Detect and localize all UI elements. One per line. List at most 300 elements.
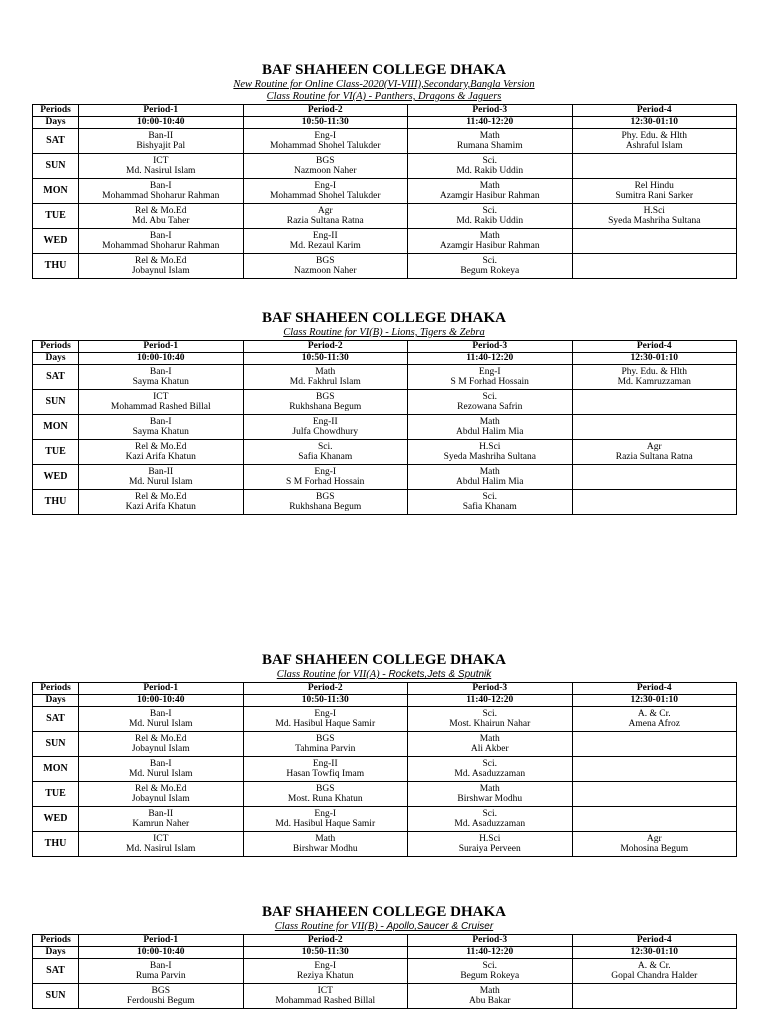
subject: Agr bbox=[646, 441, 662, 452]
teacher: Rumana Shamim bbox=[456, 141, 523, 151]
teacher: Md. Asaduzzaman bbox=[454, 819, 526, 829]
period-cell bbox=[243, 229, 408, 254]
period-cell bbox=[79, 707, 244, 732]
subject: Math bbox=[479, 230, 500, 241]
day-name: SUN bbox=[33, 732, 79, 757]
header-cell: Period-3 bbox=[408, 683, 573, 695]
day-name: SUN bbox=[33, 390, 79, 415]
teacher: Azamgir Hasibur Rahman bbox=[439, 191, 540, 201]
subject: Ban-I bbox=[149, 180, 172, 191]
subtitle-house-names: Rockets,Jets & Sputnik bbox=[388, 669, 492, 680]
subject: H.Sci bbox=[643, 205, 665, 216]
subject: BGS bbox=[316, 733, 335, 744]
teacher: Mohammad Shoharur Rahman bbox=[102, 191, 220, 201]
period-cell bbox=[572, 154, 737, 179]
teacher: Md. Nasirul Islam bbox=[126, 844, 196, 854]
time-cell: 10:00-10:40 bbox=[79, 117, 244, 129]
time-cell: 12:30-01:10 bbox=[572, 353, 737, 365]
teacher: Md. Nasirul Islam bbox=[126, 166, 196, 176]
teacher: Kamrun Naher bbox=[132, 819, 190, 829]
period-cell bbox=[572, 415, 737, 440]
subject: BGS bbox=[316, 391, 335, 402]
college-title: BAF SHAHEEN COLLEGE DHAKA bbox=[261, 652, 507, 668]
routine-section bbox=[32, 310, 736, 515]
subject: Ban-I bbox=[149, 708, 172, 719]
header-cell: Period-1 bbox=[79, 935, 244, 947]
teacher: Most. Runa Khatun bbox=[287, 794, 363, 804]
teacher: Suraiya Perveen bbox=[458, 844, 521, 854]
teacher: Hasan Towfiq Imam bbox=[286, 769, 365, 779]
teacher: Md. Hasibul Haque Samir bbox=[275, 819, 376, 829]
time-cell: 11:40-12:20 bbox=[408, 117, 573, 129]
teacher: Ferdoushi Begum bbox=[126, 996, 195, 1006]
period-cell bbox=[79, 204, 244, 229]
header-row bbox=[33, 341, 737, 353]
teacher: Md. Asaduzzaman bbox=[454, 769, 526, 779]
subject: ICT bbox=[317, 985, 333, 996]
teacher: Abdul Halim Mia bbox=[455, 477, 524, 487]
teacher: Md. Rakib Uddin bbox=[456, 166, 524, 176]
teacher: Nazmoon Naher bbox=[293, 166, 357, 176]
teacher: Md. Kamruzzaman bbox=[617, 377, 691, 387]
day-row bbox=[33, 757, 737, 782]
period-cell bbox=[408, 807, 573, 832]
teacher: Razia Sultana Ratna bbox=[286, 216, 364, 226]
teacher: Mohammad Shohel Talukder bbox=[269, 141, 381, 151]
routine-subtitle bbox=[32, 669, 736, 681]
subject: Eng-II bbox=[312, 758, 338, 769]
time-cell: 11:40-12:20 bbox=[408, 695, 573, 707]
day-name: SUN bbox=[33, 984, 79, 1009]
subject: Eng-I bbox=[478, 366, 501, 377]
college-title: BAF SHAHEEN COLLEGE DHAKA bbox=[261, 904, 507, 920]
period-cell bbox=[79, 465, 244, 490]
period-cell bbox=[243, 440, 408, 465]
period-cell bbox=[79, 782, 244, 807]
subject: Rel & Mo.Ed bbox=[135, 491, 187, 502]
subject: Eng-I bbox=[314, 960, 337, 971]
teacher: Jobaynul Islam bbox=[131, 794, 190, 804]
teacher: S M Forhad Hossain bbox=[286, 477, 365, 487]
subject: ICT bbox=[153, 833, 169, 844]
subtitle-house-names: Apollo,Saucer & Cruiser bbox=[386, 921, 494, 932]
time-cell: 10:50-11:30 bbox=[243, 117, 408, 129]
teacher: Md. Rezaul Karim bbox=[289, 241, 361, 251]
teacher: Most. Khairun Nahar bbox=[449, 719, 531, 729]
time-cell: 10:00-10:40 bbox=[79, 695, 244, 707]
time-row bbox=[33, 353, 737, 365]
period-cell bbox=[243, 415, 408, 440]
teacher: Julfa Chowdhury bbox=[292, 427, 359, 437]
period-cell bbox=[79, 984, 244, 1009]
teacher: Md. Nurul Islam bbox=[128, 477, 193, 487]
subject: Sci. bbox=[482, 758, 497, 769]
day-row bbox=[33, 129, 737, 154]
header-cell: Period-2 bbox=[243, 105, 408, 117]
header-row bbox=[33, 105, 737, 117]
subject: Eng-II bbox=[312, 416, 338, 427]
subject: ICT bbox=[153, 155, 169, 166]
header-cell: Period-3 bbox=[408, 935, 573, 947]
teacher: Md. Fakhrul Islam bbox=[289, 377, 361, 387]
subject: Rel & Mo.Ed bbox=[135, 783, 187, 794]
routine-section bbox=[32, 904, 736, 1009]
period-cell bbox=[408, 959, 573, 984]
period-cell bbox=[79, 732, 244, 757]
teacher: Gopal Chandra Halder bbox=[611, 971, 698, 981]
header-cell: Period-4 bbox=[572, 105, 737, 117]
period-cell bbox=[408, 984, 573, 1009]
time-cell: 10:50-11:30 bbox=[243, 695, 408, 707]
subtitle-text: Class Routine for VI(A) - Panthers, Dragons & Jaguers bbox=[266, 91, 502, 102]
subject: Ban-I bbox=[149, 416, 172, 427]
subject: Rel Hindu bbox=[634, 180, 674, 191]
subject: Phy. Edu. & Hlth bbox=[621, 366, 688, 377]
period-cell bbox=[243, 129, 408, 154]
period-cell bbox=[243, 757, 408, 782]
period-cell bbox=[572, 465, 737, 490]
teacher: Sumitra Rani Sarker bbox=[615, 191, 694, 201]
teacher: Abu Bakar bbox=[469, 996, 511, 1006]
teacher: Bishyajit Pal bbox=[136, 141, 186, 151]
period-cell bbox=[79, 154, 244, 179]
teacher: Mohammad Rashed Billal bbox=[275, 996, 376, 1006]
period-cell bbox=[79, 959, 244, 984]
teacher: Mohammad Rashed Billal bbox=[110, 402, 211, 412]
routine-subtitle bbox=[32, 921, 736, 933]
period-cell bbox=[408, 204, 573, 229]
subtitle-text: Class Routine for VII(A) - bbox=[276, 669, 389, 680]
subject: Eng-I bbox=[314, 180, 337, 191]
teacher: Jobaynul Islam bbox=[131, 266, 190, 276]
period-cell bbox=[243, 254, 408, 279]
period-cell bbox=[408, 415, 573, 440]
day-name: SUN bbox=[33, 154, 79, 179]
period-cell bbox=[572, 984, 737, 1009]
period-cell bbox=[79, 415, 244, 440]
routine-section bbox=[32, 652, 736, 857]
subject: BGS bbox=[316, 155, 335, 166]
period-cell bbox=[408, 782, 573, 807]
routine-table bbox=[32, 340, 737, 515]
teacher: Rukhshana Begum bbox=[289, 502, 362, 512]
day-name: MON bbox=[33, 179, 79, 204]
teacher: Rukhshana Begum bbox=[289, 402, 362, 412]
period-cell bbox=[408, 465, 573, 490]
period-cell bbox=[408, 490, 573, 515]
teacher: Safia Khanam bbox=[462, 502, 517, 512]
time-cell: 12:30-01:10 bbox=[572, 947, 737, 959]
period-cell bbox=[572, 229, 737, 254]
teacher: Birshwar Modhu bbox=[292, 844, 358, 854]
teacher: Birshwar Modhu bbox=[457, 794, 523, 804]
day-name: TUE bbox=[33, 440, 79, 465]
period-cell bbox=[572, 757, 737, 782]
college-title: BAF SHAHEEN COLLEGE DHAKA bbox=[261, 62, 507, 78]
period-cell bbox=[408, 440, 573, 465]
teacher: Razia Sultana Ratna bbox=[615, 452, 693, 462]
header-cell: Period-4 bbox=[572, 341, 737, 353]
teacher: Md. Rakib Uddin bbox=[456, 216, 524, 226]
period-cell bbox=[408, 129, 573, 154]
teacher: Sayma Khatun bbox=[132, 427, 189, 437]
day-name: TUE bbox=[33, 204, 79, 229]
period-cell bbox=[572, 959, 737, 984]
subject: Ban-I bbox=[149, 366, 172, 377]
subject: Sci. bbox=[482, 205, 497, 216]
teacher: S M Forhad Hossain bbox=[450, 377, 529, 387]
time-cell: 11:40-12:20 bbox=[408, 353, 573, 365]
period-cell bbox=[408, 179, 573, 204]
period-cell bbox=[572, 179, 737, 204]
time-cell: 10:00-10:40 bbox=[79, 353, 244, 365]
time-row bbox=[33, 947, 737, 959]
teacher: Md. Nurul Islam bbox=[128, 769, 193, 779]
subject: Ban-II bbox=[148, 466, 174, 477]
period-cell bbox=[572, 204, 737, 229]
teacher: Kazi Arifa Khatun bbox=[125, 502, 196, 512]
period-cell bbox=[408, 229, 573, 254]
header-cell: Periods bbox=[33, 341, 79, 353]
period-cell bbox=[243, 807, 408, 832]
period-cell bbox=[408, 757, 573, 782]
teacher: Kazi Arifa Khatun bbox=[125, 452, 196, 462]
subject: Ban-II bbox=[148, 808, 174, 819]
period-cell bbox=[243, 732, 408, 757]
header-row bbox=[33, 683, 737, 695]
teacher: Mohosina Begum bbox=[620, 844, 689, 854]
subject: Sci. bbox=[482, 491, 497, 502]
teacher: Sayma Khatun bbox=[132, 377, 189, 387]
day-row bbox=[33, 154, 737, 179]
period-cell bbox=[408, 254, 573, 279]
subject: Sci. bbox=[482, 255, 497, 266]
subject: Math bbox=[479, 180, 500, 191]
period-cell bbox=[79, 179, 244, 204]
header-cell: Periods bbox=[33, 105, 79, 117]
subject: H.Sci bbox=[479, 833, 501, 844]
subject: Math bbox=[479, 466, 500, 477]
day-row bbox=[33, 254, 737, 279]
period-cell bbox=[79, 129, 244, 154]
subject: Sci. bbox=[482, 391, 497, 402]
subject: A. & Cr. bbox=[637, 708, 671, 719]
day-row bbox=[33, 984, 737, 1009]
subject: Eng-I bbox=[314, 466, 337, 477]
day-row bbox=[33, 365, 737, 390]
subject: Math bbox=[479, 130, 500, 141]
college-title: BAF SHAHEEN COLLEGE DHAKA bbox=[261, 310, 507, 326]
subject: Sci. bbox=[482, 960, 497, 971]
header-cell: Period-4 bbox=[572, 683, 737, 695]
teacher: Syeda Mashriha Sultana bbox=[608, 216, 701, 226]
period-cell bbox=[572, 390, 737, 415]
subject: H.Sci bbox=[479, 441, 501, 452]
day-name: TUE bbox=[33, 782, 79, 807]
teacher: Abdul Halim Mia bbox=[455, 427, 524, 437]
teacher: Ashraful Islam bbox=[625, 141, 683, 151]
period-cell bbox=[243, 832, 408, 857]
teacher: Jobaynul Islam bbox=[131, 744, 190, 754]
teacher: Tahmina Parvin bbox=[295, 744, 356, 754]
day-name: SAT bbox=[33, 129, 79, 154]
time-row bbox=[33, 695, 737, 707]
subject: BGS bbox=[316, 783, 335, 794]
time-cell: 12:30-01:10 bbox=[572, 117, 737, 129]
subject: Math bbox=[479, 416, 500, 427]
time-cell: 12:30-01:10 bbox=[572, 695, 737, 707]
routine-table bbox=[32, 682, 737, 857]
header-cell: Period-2 bbox=[243, 341, 408, 353]
header-cell: Periods bbox=[33, 683, 79, 695]
teacher: Ali Akber bbox=[470, 744, 509, 754]
day-name: SAT bbox=[33, 959, 79, 984]
routine-subtitle bbox=[32, 327, 736, 339]
subject: Rel & Mo.Ed bbox=[135, 441, 187, 452]
period-cell bbox=[408, 732, 573, 757]
header-cell: Period-2 bbox=[243, 683, 408, 695]
teacher: Azamgir Hasibur Rahman bbox=[439, 241, 540, 251]
subject: Sci. bbox=[482, 808, 497, 819]
day-name: THU bbox=[33, 254, 79, 279]
subject: Rel & Mo.Ed bbox=[135, 205, 187, 216]
period-cell bbox=[243, 154, 408, 179]
subject: Sci. bbox=[317, 441, 333, 452]
subject: Sci. bbox=[482, 155, 497, 166]
period-cell bbox=[79, 440, 244, 465]
subject: Math bbox=[479, 783, 500, 794]
period-cell bbox=[572, 807, 737, 832]
time-cell: 11:40-12:20 bbox=[408, 947, 573, 959]
day-row bbox=[33, 179, 737, 204]
period-cell bbox=[408, 390, 573, 415]
subtitle-text: New Routine for Online Class-2020(VI-VIII),Secondary,Bangla Version bbox=[233, 79, 535, 90]
subject: Math bbox=[315, 366, 336, 377]
day-name: WED bbox=[33, 465, 79, 490]
header-cell: Period-2 bbox=[243, 935, 408, 947]
period-cell bbox=[79, 757, 244, 782]
period-cell bbox=[79, 807, 244, 832]
day-row bbox=[33, 732, 737, 757]
day-name: MON bbox=[33, 415, 79, 440]
teacher: Reziya Khatun bbox=[296, 971, 354, 981]
time-cell: 10:50-11:30 bbox=[243, 947, 408, 959]
subject: Sci. bbox=[482, 708, 497, 719]
subject: Math bbox=[315, 833, 336, 844]
period-cell bbox=[572, 129, 737, 154]
day-row bbox=[33, 490, 737, 515]
teacher: Md. Nurul Islam bbox=[128, 719, 193, 729]
header-row bbox=[33, 935, 737, 947]
period-cell bbox=[243, 204, 408, 229]
day-row bbox=[33, 390, 737, 415]
period-cell bbox=[243, 490, 408, 515]
period-cell bbox=[79, 832, 244, 857]
time-cell: Days bbox=[33, 947, 79, 959]
teacher: Md. Hasibul Haque Samir bbox=[275, 719, 376, 729]
period-cell bbox=[243, 179, 408, 204]
time-cell: 10:00-10:40 bbox=[79, 947, 244, 959]
day-row bbox=[33, 204, 737, 229]
period-cell bbox=[243, 465, 408, 490]
period-cell bbox=[79, 365, 244, 390]
period-cell bbox=[572, 490, 737, 515]
time-row bbox=[33, 117, 737, 129]
day-row bbox=[33, 229, 737, 254]
subject: Math bbox=[479, 985, 500, 996]
period-cell bbox=[243, 365, 408, 390]
routine-subtitle bbox=[32, 91, 736, 103]
subject: Math bbox=[479, 733, 500, 744]
period-cell bbox=[408, 707, 573, 732]
subject: Rel & Mo.Ed bbox=[135, 255, 187, 266]
period-cell bbox=[572, 832, 737, 857]
subject: Rel & Mo.Ed bbox=[135, 733, 187, 744]
day-name: WED bbox=[33, 807, 79, 832]
header-cell: Period-3 bbox=[408, 341, 573, 353]
teacher: Safia Khanam bbox=[298, 452, 353, 462]
day-name: MON bbox=[33, 757, 79, 782]
subject: Ban-I bbox=[149, 230, 172, 241]
period-cell bbox=[243, 390, 408, 415]
subject: BGS bbox=[316, 491, 335, 502]
subject: Ban-I bbox=[149, 758, 172, 769]
day-name: THU bbox=[33, 490, 79, 515]
day-row bbox=[33, 832, 737, 857]
routine-table bbox=[32, 934, 737, 1009]
time-cell: Days bbox=[33, 117, 79, 129]
period-cell bbox=[572, 440, 737, 465]
routine-subtitle bbox=[32, 79, 736, 91]
subject: Eng-II bbox=[312, 230, 338, 241]
period-cell bbox=[572, 254, 737, 279]
routine-table bbox=[32, 104, 737, 279]
period-cell bbox=[79, 229, 244, 254]
teacher: Mohammad Shohel Talukder bbox=[269, 191, 381, 201]
period-cell bbox=[572, 365, 737, 390]
period-cell bbox=[572, 707, 737, 732]
subtitle-text: Class Routine for VI(B) - Lions, Tigers & Zebra bbox=[283, 327, 485, 338]
subject: Agr bbox=[317, 205, 333, 216]
period-cell bbox=[79, 254, 244, 279]
day-row bbox=[33, 807, 737, 832]
day-name: SAT bbox=[33, 707, 79, 732]
subject: Ban-I bbox=[149, 960, 172, 971]
header-cell: Period-3 bbox=[408, 105, 573, 117]
teacher: Nazmoon Naher bbox=[293, 266, 357, 276]
subject: Ban-II bbox=[148, 130, 174, 141]
teacher: Amena Afroz bbox=[628, 719, 680, 729]
time-cell: 10:50-11:30 bbox=[243, 353, 408, 365]
period-cell bbox=[243, 984, 408, 1009]
teacher: Begum Rokeya bbox=[460, 266, 520, 276]
subject: BGS bbox=[316, 255, 335, 266]
day-row bbox=[33, 415, 737, 440]
period-cell bbox=[79, 490, 244, 515]
teacher: Md. Abu Taher bbox=[132, 216, 190, 226]
header-cell: Periods bbox=[33, 935, 79, 947]
teacher: Ruma Parvin bbox=[135, 971, 186, 981]
header-cell: Period-4 bbox=[572, 935, 737, 947]
period-cell bbox=[408, 154, 573, 179]
day-name: WED bbox=[33, 229, 79, 254]
subject: Agr bbox=[646, 833, 662, 844]
subject: Eng-I bbox=[314, 708, 337, 719]
teacher: Rezowana Safrin bbox=[457, 402, 523, 412]
subject: A. & Cr. bbox=[637, 960, 671, 971]
day-row bbox=[33, 707, 737, 732]
time-cell: Days bbox=[33, 695, 79, 707]
